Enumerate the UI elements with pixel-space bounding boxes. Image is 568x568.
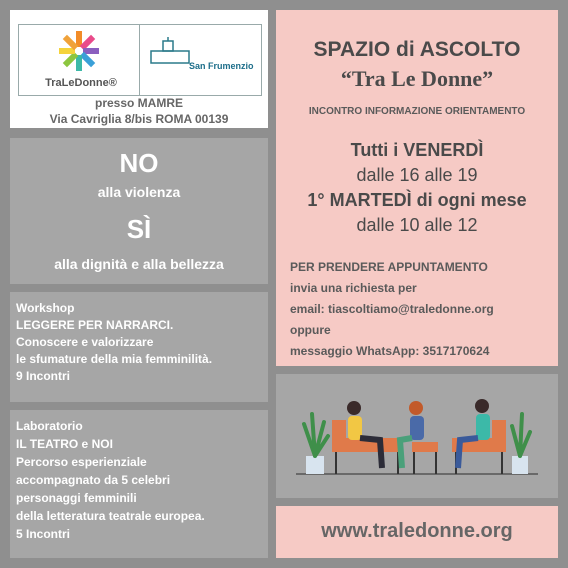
illustration-panel <box>276 374 558 498</box>
workshop-line: 9 Incontri <box>16 369 71 383</box>
traledonne-logo-icon <box>57 29 101 73</box>
logo-frame <box>18 24 262 96</box>
oppure-line: oppure <box>290 323 331 337</box>
brand-text: TraLeDonne® <box>45 77 117 89</box>
appointment-line: invia una richiesta per <box>290 281 417 295</box>
info-subtitle: “Tra Le Donne” <box>340 66 494 91</box>
email-line[interactable]: email: tiascoltiamo@traledonne.org <box>290 302 494 316</box>
address: Via Cavriglia 8/bis ROMA 00139 <box>49 112 229 126</box>
lab-line: della letteratura teatrale europea. <box>16 509 205 523</box>
plant-icon <box>512 414 530 474</box>
presso-label: presso MAMRE <box>94 96 183 110</box>
workshop-line: Conoscere e valorizzare <box>16 335 154 349</box>
church-icon <box>149 37 191 67</box>
no-text: alla violenza <box>97 184 181 200</box>
workshop-panel <box>10 292 268 402</box>
laboratorio-panel <box>10 410 268 558</box>
no-si-panel <box>10 138 268 284</box>
lab-line: IL TEATRO e NOI <box>16 437 113 451</box>
info-title: SPAZIO di ASCOLTO <box>313 38 521 61</box>
logo-panel <box>10 10 268 128</box>
si-text: alla dignità e alla bellezza <box>54 256 224 272</box>
website-panel <box>276 506 558 558</box>
whatsapp-line[interactable]: messaggio WhatsApp: 3517170624 <box>290 344 490 358</box>
info-tagline: INCONTRO INFORMAZIONE ORIENTAMENTO <box>308 106 526 117</box>
lab-line: 5 Incontri <box>16 527 71 541</box>
workshop-line: Workshop <box>16 301 75 315</box>
lab-line: personaggi femminili <box>16 491 137 505</box>
plant-icon <box>304 414 328 474</box>
lab-line: Percorso esperienziale <box>16 455 147 469</box>
schedule-day-1: Tutti i VENERDÌ <box>350 140 484 160</box>
workshop-line: LEGGERE PER NARRARCI. <box>16 318 174 332</box>
logo-divider <box>139 25 140 95</box>
lab-line: accompagnato da 5 celebri <box>16 473 171 487</box>
lab-line: Laboratorio <box>16 419 83 433</box>
schedule-day-2: 1° MARTEDÌ di ogni mese <box>307 190 527 210</box>
partner-text: San Frumenzio <box>189 61 254 71</box>
info-panel <box>276 10 558 366</box>
women-talking-illustration <box>276 374 558 498</box>
workshop-line: le sfumature della mia femminilità. <box>16 352 213 366</box>
schedule-time-1: dalle 16 alle 19 <box>356 165 478 185</box>
appointment-title: PER PRENDERE APPUNTAMENTO <box>290 260 488 274</box>
no-heading: NO <box>119 148 159 178</box>
si-heading: SÌ <box>126 214 152 244</box>
schedule-time-2: dalle 10 alle 12 <box>356 215 478 235</box>
website-link[interactable]: www.traledonne.org <box>321 520 513 542</box>
